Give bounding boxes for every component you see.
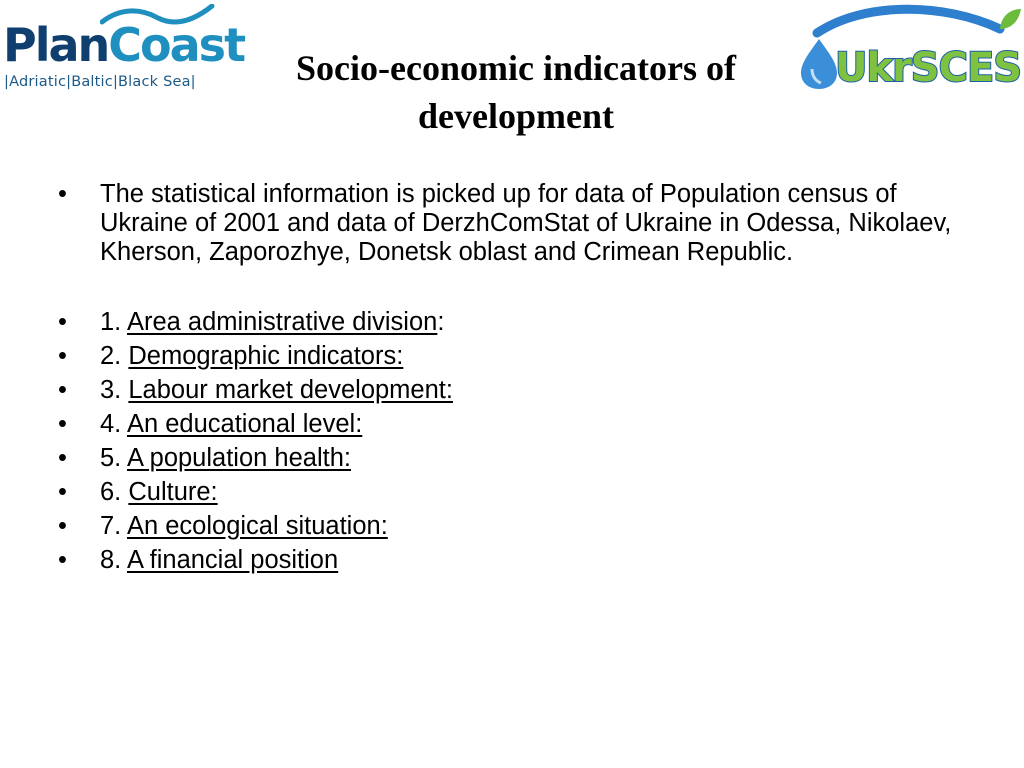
list-item [58,339,978,373]
bullet-icon: • [58,308,67,336]
ukrsces-logo [795,3,1024,95]
plancoast-word-plan: Plan [3,18,109,72]
bullet-icon: • [58,342,67,370]
intro-text: The statistical information is picked up for data of Population census of Ukraine of 2001 and data of DerzhComStat of Ukraine in Odessa, Nikolaev, Kherson, Zaporozhye, Donetsk oblast and Crimean Republic. [100,180,952,266]
item-number: 6. [100,478,129,506]
item-number: 4. [100,410,127,438]
list-item [58,305,978,339]
bullet-icon: • [58,512,67,540]
intro-bullet [58,180,978,267]
item-number: 2. [100,342,129,370]
bullet-icon: • [58,478,67,506]
bullet-icon: • [58,376,67,404]
plancoast-tagline: |Adriatic|Baltic|Black Sea| [4,74,196,90]
plancoast-logo [0,2,250,100]
swoosh-icon [817,9,1000,33]
plancoast-wordmark [3,17,244,73]
link-area-administrative-division[interactable]: Area administrative division [126,308,438,336]
list-item [58,475,978,509]
bullet-icon: • [58,180,67,208]
item-suffix: : [437,308,445,336]
item-number: 7. [100,512,127,540]
bullet-icon: • [58,410,67,438]
list-item [58,509,978,543]
list-item [58,407,978,441]
item-number: 5. [100,444,127,472]
ukrsces-wordmark: UkrSCES [835,45,1022,91]
ukrsces-emblem [795,3,1024,95]
link-ecological-situation[interactable]: An ecological situation: [126,512,388,540]
link-labour-market-development[interactable]: Labour market development: [128,376,453,404]
leaf-icon [1000,9,1021,29]
bullet-icon: • [58,546,67,574]
plancoast-word-coast: Coast [108,18,245,72]
list-item [58,373,978,407]
slide-content [58,180,978,577]
link-financial-position[interactable]: A financial position [126,546,339,574]
link-culture[interactable]: Culture: [128,478,218,506]
list-item [58,543,978,577]
link-demographic-indicators[interactable]: Demographic indicators: [128,342,404,370]
link-population-health[interactable]: A population health: [126,444,351,472]
item-number: 8. [100,546,127,574]
list-item [58,441,978,475]
item-number: 1. [100,308,127,336]
item-number: 3. [100,376,129,404]
slide-title: Socio-economic indicators of development [296,48,736,136]
link-educational-level[interactable]: An educational level: [126,410,363,438]
bullet-icon: • [58,444,67,472]
